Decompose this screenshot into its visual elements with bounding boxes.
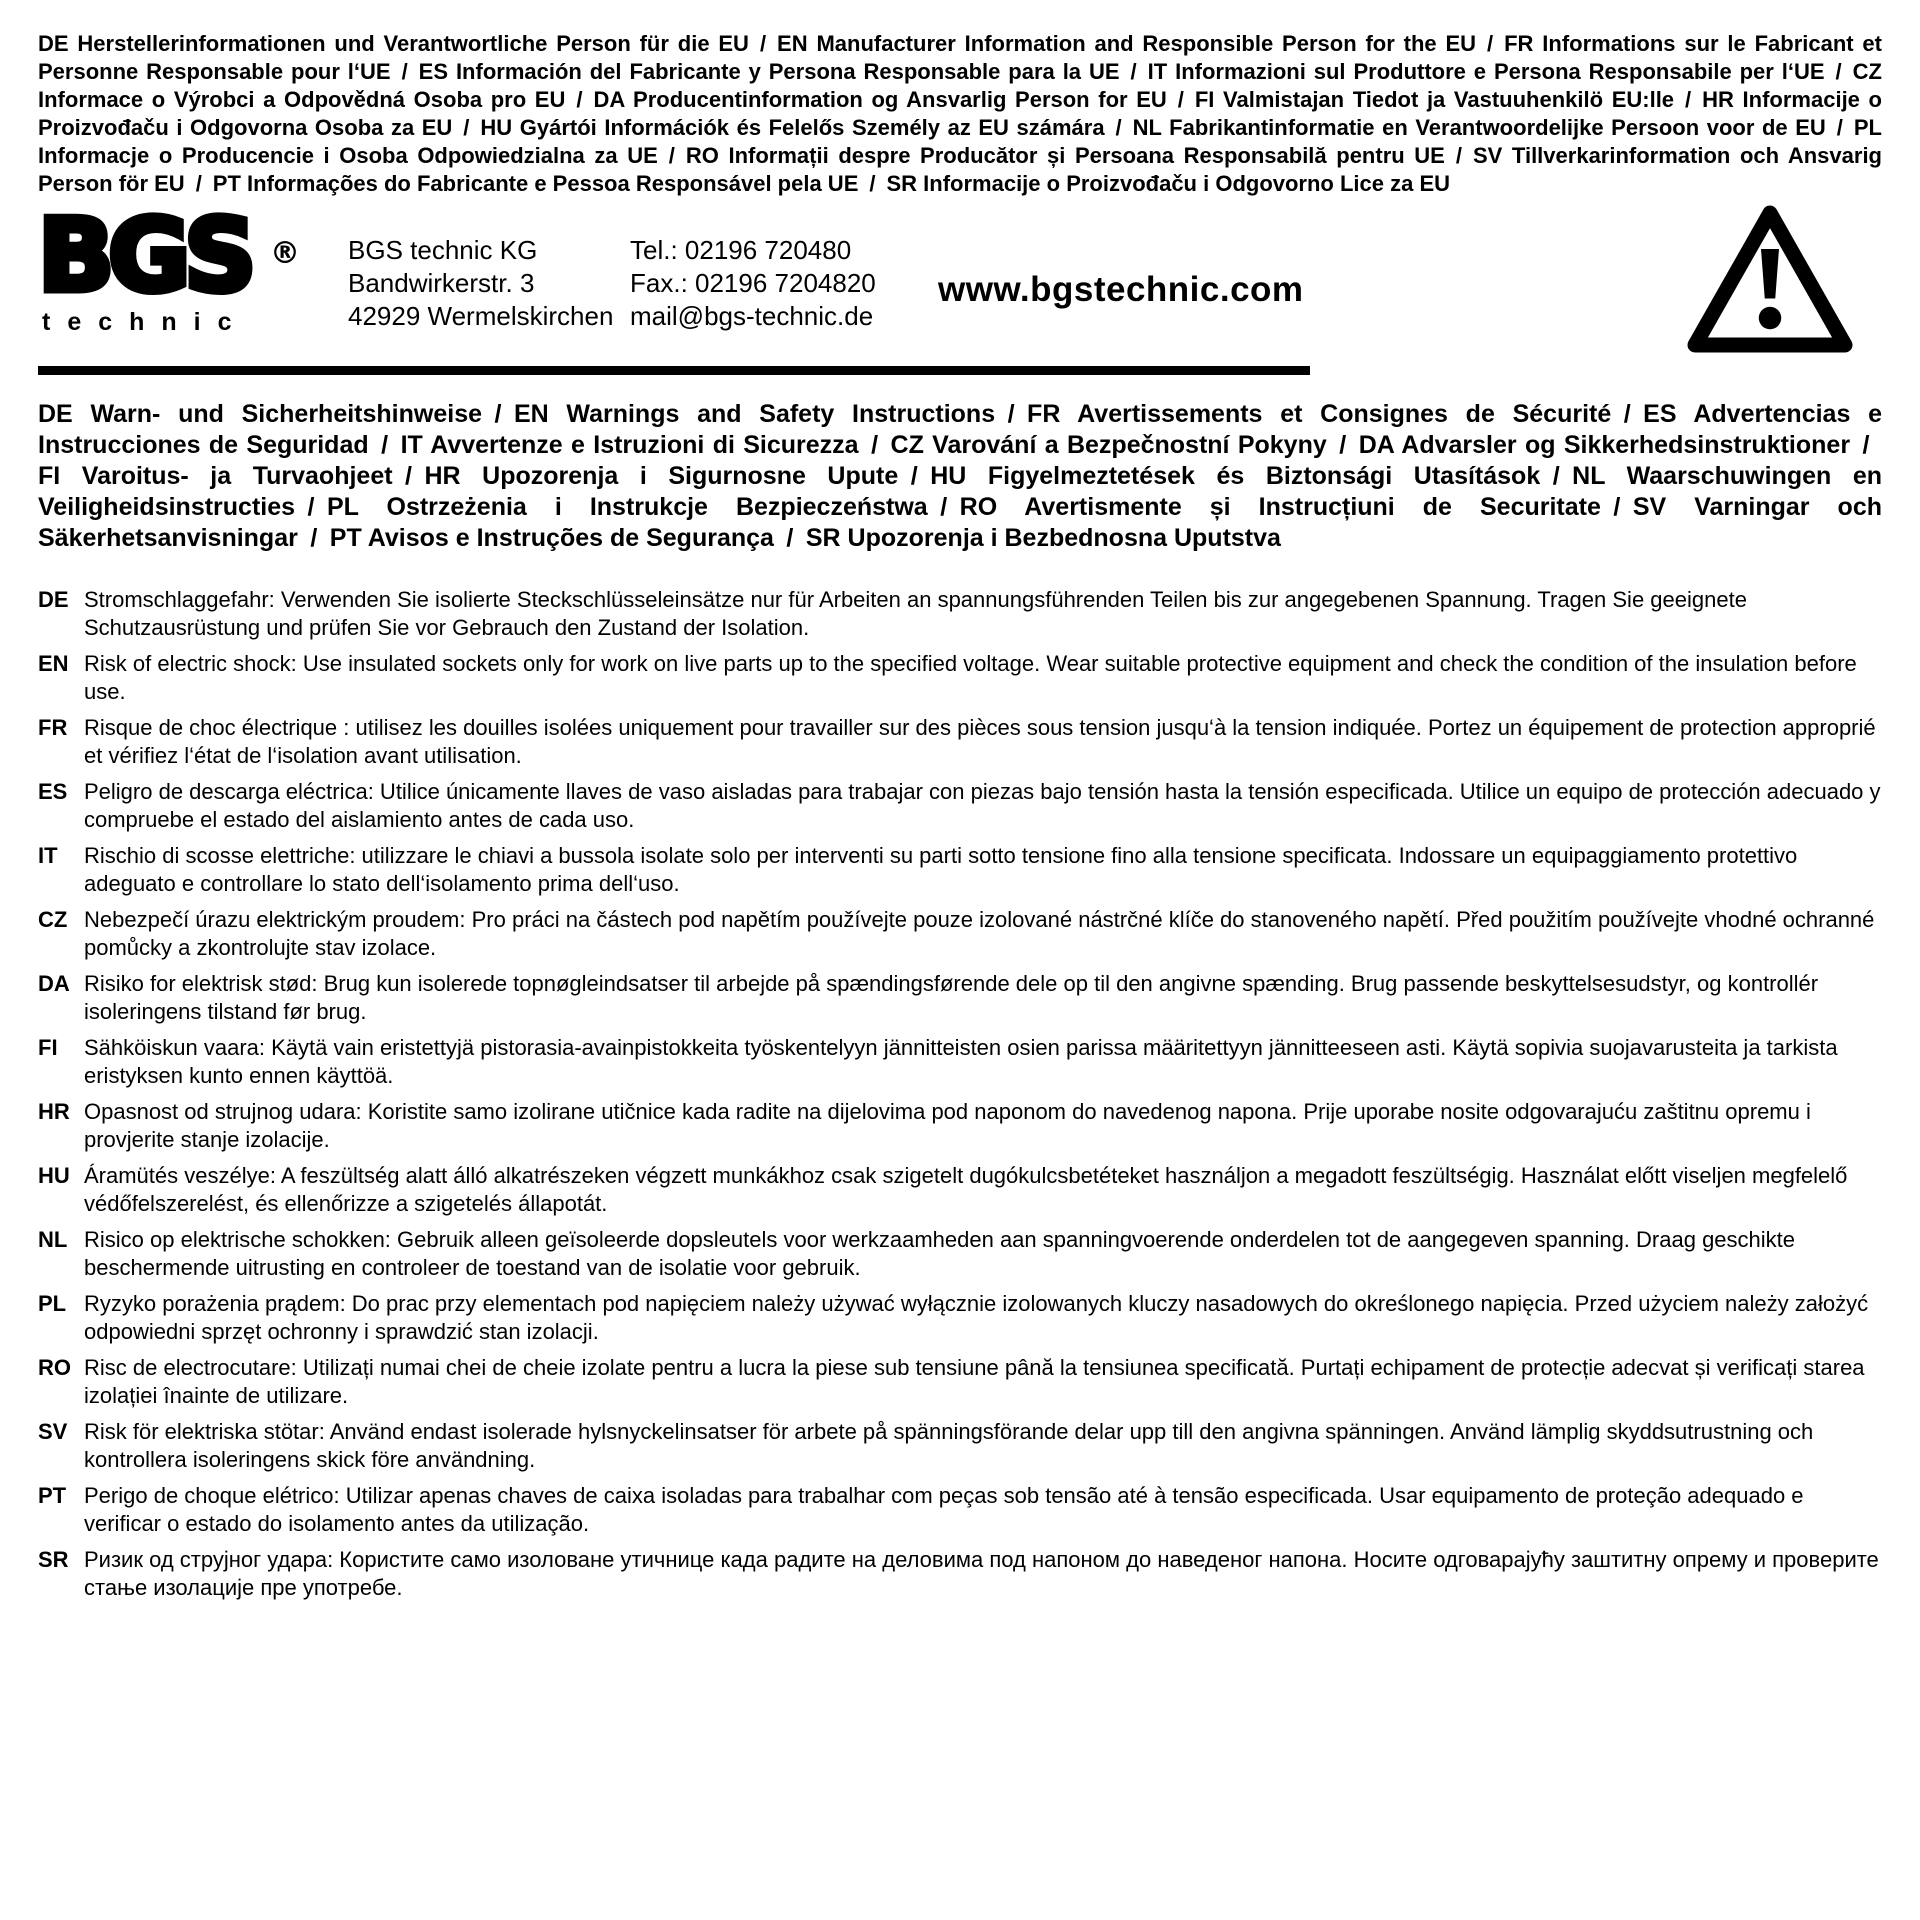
company-contact [630,208,920,333]
registered-trademark-icon: ® [270,236,300,271]
safety-text: Áramütés veszélye: A feszültség alatt álló alkatrészeken végzett munkákhoz csak szigetelt dugókulcsbetéteket használjon a megadott feszültségig. Használat előtt viseljen megfelelő védőfelszerelést, és ellenőrizze a szigetelés állapotát. [84,1163,1848,1216]
manufacturer-info-header: DE Herstellerinformationen und Verantwortliche Person für die EU / EN Manufacturer Information and Responsible Person for the EU / FR Informations sur le Fabricant et Personne Responsable pour l‘UE / ES Información del Fabricante y Persona Responsable para la UE / IT Informazioni sul Produttore e Persona Responsabile per l‘UE / CZ Informace o Výrobci a Odpovědná Osoba pro EU / DA Producentinformation og Ansvarlig Person for EU / FI Valmistajan Tiedot ja Vastuuhenkilö EU:lle / HR Informacije o Proizvođaču i Odgovorna Osoba za EU / HU Gyártói Információk és Felelős Személy az EU számára / NL Fabrikantinformatie en Verantwoordelijke Persoon voor de EU / PL Informacje o Producencie i Osoba Odpowiedzialna za UE / RO Informații despre Producător și Persoana Responsabilă pentru UE / SV Tillverkarinformation och Ansvarig Person för EU / PT Informações do Fabricante e Pessoa Responsável pela UE / SR Informacije o Proizvođaču i Odgovorno Lice za EU [38,31,1882,196]
language-code: NL [38,1227,68,1252]
company-name: BGS technic KG [348,235,538,265]
safety-entry [38,778,1882,834]
company-website: www.bgstechnic.com [938,270,1304,309]
safety-text: Risc de electrocutare: Utilizați numai chei de cheie izolate pentru a lucra la piese sub tensiune până la tensiunea specificată. Purtați echipament de protecție adecvat și verificați starea izolației înainte de utilizare. [84,1355,1865,1408]
language-code: CZ [38,907,68,932]
company-email: mail@bgs-technic.de [630,301,874,331]
language-code: RO [38,1355,71,1380]
language-code: EN [38,651,69,676]
safety-entry [38,906,1882,962]
language-code: HU [38,1163,70,1188]
warning-triangle-icon [1686,204,1854,359]
language-code: DE [38,587,69,612]
safety-text: Nebezpečí úrazu elektrickým proudem: Pro práci na částech pod napětím používejte pouze izolované nástrčné klíče do stanoveného napětí. Před použitím používejte vhodné ochranné pomůcky a zkontrolujte stav izolace. [84,907,1875,960]
safety-text: Risk för elektriska stötar: Använd endast isolerade hylsnyckelinsatser för arbete på spänningsförande delar upp till den angivna spänningen. Använd lämplig skyddsutrustning och kontrollera isoleringens skick före användning. [84,1419,1814,1472]
safety-entries [38,586,1882,1602]
safety-text: Rischio di scosse elettriche: utilizzare le chiavi a bussola isolate solo per interventi su parti sotto tensione fino alla tensione specificata. Indossare un equipaggiamento protettivo adeguato e controllare lo stato dell‘isolamento prima dell‘uso. [84,843,1798,896]
company-city: 42929 Wermelskirchen [348,301,614,331]
safety-text: Ризик од струјног удара: Користите само изоловане утичнице када радите на деловима под напоном до наведеног напона. Носите одговарајућу заштитну опрему и проверите стање изолације пре употребе. [84,1547,1879,1600]
safety-entry [38,1034,1882,1090]
language-code: HR [38,1099,70,1124]
language-code: PT [38,1483,67,1508]
safety-entry [38,1354,1882,1410]
safety-entry [38,650,1882,706]
safety-text: Risk of electric shock: Use insulated sockets only for work on live parts up to the specified voltage. Wear suitable protective equipment and check the condition of the insulation before use. [84,651,1857,704]
safety-text: Perigo de choque elétrico: Utilizar apenas chaves de caixa isoladas para trabalhar com peças sob tensão até à tensão especificada. Usar equipamento de proteção adequado e verificar o estado do isolamento antes da utilização. [84,1483,1804,1536]
language-code: PL [38,1291,67,1316]
language-code: DA [38,971,70,996]
safety-entry [38,842,1882,898]
safety-text: Risque de choc électrique : utilisez les douilles isolées uniquement pour travailler sur des pièces sous tension jusqu‘à la tension indiquée. Portez un équipement de protection approprié et vérifiez l‘état de l‘isolation avant utilisation. [84,715,1876,768]
company-fax: Fax.: 02196 7204820 [630,268,876,298]
bgs-logo-subtext: technic [42,308,249,336]
brand-row [38,197,1882,356]
safety-entry [38,1162,1882,1218]
safety-entry [38,1098,1882,1154]
safety-text: Risico op elektrische schokken: Gebruik alleen geïsoleerde dopsleutels voor werkzaamheden aan spanningvoerende onderdelen tot de aangegeven spanning. Draag geschikte beschermende uitrusting en controleer de toestand van de isolatie voor gebruik. [84,1227,1796,1280]
company-street: Bandwirkerstr. 3 [348,268,535,298]
safety-text: Stromschlaggefahr: Verwenden Sie isolierte Steckschlüsseleinsätze nur für Arbeiten an spannungsführenden Teilen bis zur angegebenen Spannung. Tragen Sie geeignete Schutzausrüstung und prüfen Sie vor Gebrauch den Zustand der Isolation. [84,587,1747,640]
safety-entry [38,970,1882,1026]
language-code: FI [38,1035,58,1060]
language-code: SR [38,1547,69,1572]
bgs-logo-text: BGS ® [38,197,300,314]
safety-entry [38,714,1882,770]
safety-text: Peligro de descarga eléctrica: Utilice únicamente llaves de vaso aisladas para trabajar con piezas bajo tensión hasta la tensión especificada. Utilice un equipo de protección adecuado y compruebe el estado del aislamiento antes de cada uso. [84,779,1881,832]
safety-text: Risiko for elektrisk stød: Brug kun isolerede topnøgleindsatser til arbejde på spændingsførende dele op til den angivne spænding. Brug passende beskyttelsesudstyr, og kontrollér isoleringens tilstand før brug. [84,971,1819,1024]
warnings-safety-header: DE Warn- und Sicherheitshinweise / EN Warnings and Safety Instructions / FR Avertissements et Consignes de Sécurité / ES Advertencias e Instrucciones de Seguridad / IT Avvertenze e Istruzioni di Sicurezza / CZ Varování a Bezpečnostní Pokyny / DA Advarsler og Sikkerhedsinstruktioner / FI Varoitus- ja Turvaohjeet / HR Upozorenja i Sigurnosne Upute / HU Figyelmeztetések és Biztonsági Utasítások / NL Waarschuwingen en Veiligheidsinstructies / PL Ostrzeżenia i Instrukcje Bezpieczeństwa / RO Avertismente și Instrucțiuni de Securitate / SV Varningar och Säkerhetsanvisningar / PT Avisos e Instruções de Segurança / SR Upozorenja i Bezbednosna Uputstva [38,400,1882,552]
safety-entry [38,586,1882,642]
company-tel: Tel.: 02196 720480 [630,235,852,265]
safety-text: Sähköiskun vaara: Käytä vain eristettyjä pistorasia-avainpistokkeita työskentelyyn jännitteisten osien parissa määritettyyn jännitteeseen asti. Käytä sopivia suojavarusteita ja tarkista eristyksen kunto ennen käyttöä. [84,1035,1838,1088]
safety-entry [38,1290,1882,1346]
safety-entry [38,1226,1882,1282]
safety-entry [38,1482,1882,1538]
language-code: ES [38,779,68,804]
safety-entry [38,1418,1882,1474]
company-address [348,208,630,333]
language-code: FR [38,715,68,740]
language-code: SV [38,1419,68,1444]
safety-text: Ryzyko porażenia prądem: Do prac przy elementach pod napięciem należy używać wyłącznie izolowanych kluczy nasadowych do określonego napięcia. Przed użyciem należy założyć odpowiedni sprzęt ochronny i sprawdzić stan izolacji. [84,1291,1869,1344]
divider [38,366,1310,375]
language-code: IT [38,843,58,868]
bgs-logo [38,197,310,337]
safety-entry [38,1546,1882,1602]
safety-text: Opasnost od strujnog udara: Koristite samo izolirane utičnice kada radite na dijelovima pod naponom do navedenog napona. Prije uporabe nosite odgovarajuću zaštitnu opremu i provjerite stanje izolacije. [84,1099,1811,1152]
